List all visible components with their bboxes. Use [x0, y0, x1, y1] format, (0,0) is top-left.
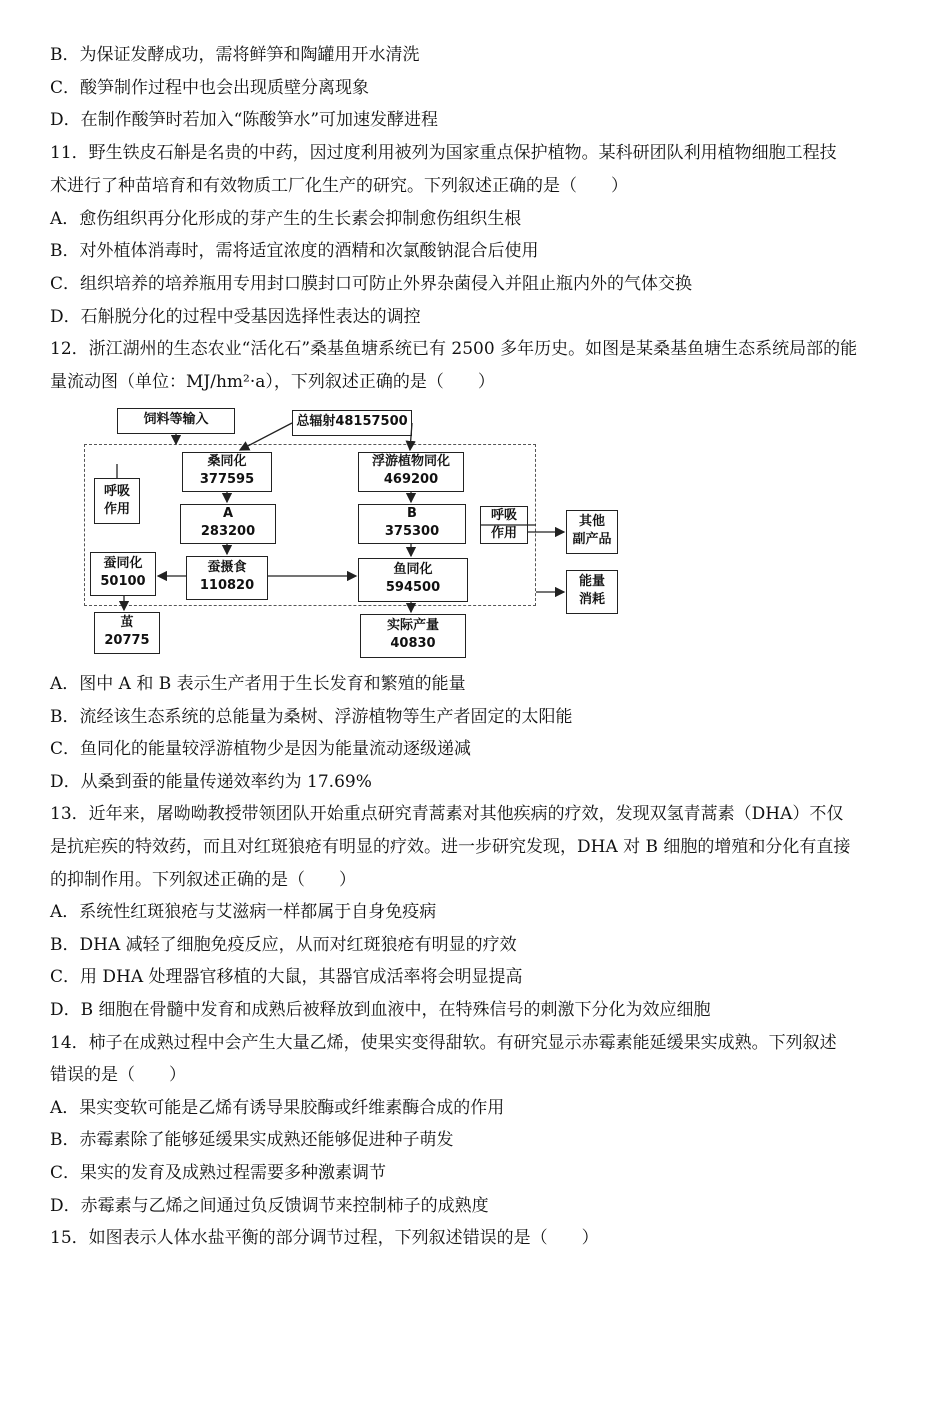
text-line: 13．近年来，屠呦呦教授带领团队开始重点研究青蒿素对其他疾病的疗效，发现双氢青蒿素（DHA）不仅 — [50, 804, 844, 825]
total-radiation-box: 总辐射48157500 — [292, 410, 412, 436]
text-line: 14．柿子在成熟过程中会产生大量乙烯，使果实变得甜软。有研究显示赤霉素能延缓果实成熟。下列叙述 — [50, 1032, 837, 1053]
text-line: A．果实变软可能是乙烯有诱导果胶酶或纤维素酶合成的作用 — [50, 1097, 505, 1118]
text-line: B．为保证发酵成功，需将鲜笋和陶罐用开水清洗 — [50, 45, 420, 65]
text-line: D．在制作酸笋时若加入“陈酸笋水”可加速发酵进程 — [50, 110, 439, 131]
text-line: D．B 细胞在骨髓中发育和成熟后被释放到血液中，在特殊信号的刺激下分化为效应细胞 — [50, 1000, 711, 1020]
text-line: C．酸笋制作过程中也会出现质壁分离现象 — [50, 77, 370, 98]
text-line: 是抗疟疾的特效药，而且对红斑狼疮有明显的疗效。进一步研究发现，DHA 对 B 细胞的增殖和分化有直接 — [50, 837, 851, 857]
silkworm-assimilation-box: 蚕同化 50100 — [90, 552, 156, 596]
text-line: 量流动图（单位：MJ/hm²·a），下列叙述正确的是（ ） — [50, 372, 495, 392]
text-line: A．愈伤组织再分化形成的芽产生的生长素会抑制愈伤组织生根 — [50, 208, 522, 229]
text-line: 12．浙江湖州的生态农业“活化石”桑基鱼塘系统已有 2500 多年历史。如图是某桑基鱼塘生态系统局部的能 — [50, 339, 858, 360]
silkworm-intake-box: 蚕摄食 110820 — [186, 556, 268, 600]
feed-input-box: 饲料等输入 — [117, 408, 235, 434]
respiration-right-box: 呼吸 作用 — [480, 506, 528, 544]
text-line: 11．野生铁皮石斛是名贵的中药，因过度利用被列为国家重点保护植物。某科研团队利用植物细胞工程技 — [50, 143, 837, 164]
b-box: B 375300 — [358, 504, 466, 544]
text-line: A．系统性红斑狼疮与艾滋病一样都属于自身免疫病 — [50, 902, 437, 923]
text-line: 的抑制作用。下列叙述正确的是（ ） — [50, 869, 356, 890]
flow-arrows — [80, 404, 640, 662]
energy-flow-diagram — [80, 404, 640, 662]
text-line: 术进行了种苗培育和有效物质工厂化生产的研究。下列叙述正确的是（ ） — [50, 175, 628, 196]
energy-consumption-box: 能量 消耗 — [566, 570, 618, 614]
cocoon-box: 茧 20775 — [94, 612, 160, 654]
text-line: 15．如图表示人体水盐平衡的部分调节过程，下列叙述错误的是（ ） — [50, 1228, 599, 1249]
text-line: B．赤霉素除了能够延缓果实成熟还能够促进种子萌发 — [50, 1130, 454, 1151]
a-box: A 283200 — [180, 504, 276, 544]
text-line: B．DHA 减轻了细胞免疫反应，从而对红斑狼疮有明显的疗效 — [50, 934, 517, 955]
fish-assimilation-box: 鱼同化 594500 — [358, 558, 468, 602]
text-line: 错误的是（ ） — [50, 1065, 186, 1086]
text-line: B．流经该生态系统的总能量为桑树、浮游植物等生产者固定的太阳能 — [50, 706, 573, 727]
respiration-left-box: 呼吸 作用 — [94, 478, 140, 524]
text-line: C．鱼同化的能量较浮游植物少是因为能量流动逐级递减 — [50, 739, 472, 760]
text-line: A．图中 A 和 B 表示生产者用于生长发育和繁殖的能量 — [50, 674, 466, 694]
text-line: D．石斛脱分化的过程中受基因选择性表达的调控 — [50, 306, 421, 327]
text-line: C．果实的发育及成熟过程需要多种激素调节 — [50, 1163, 387, 1183]
text-line: D．赤霉素与乙烯之间通过负反馈调节来控制柿子的成熟度 — [50, 1195, 489, 1216]
text-line: B．对外植体消毒时，需将适宜浓度的酒精和次氯酸钠混合后使用 — [50, 241, 539, 262]
text-line: C．用 DHA 处理器官移植的大鼠，其器官成活率将会明显提高 — [50, 967, 523, 988]
actual-yield-box: 实际产量 40830 — [360, 614, 466, 658]
mulberry-assimilation-box: 桑同化 377595 — [182, 452, 272, 492]
text-line: C．组织培养的培养瓶用专用封口膜封口可防止外界杂菌侵入并阻止瓶内外的气体交换 — [50, 273, 693, 294]
plankton-assimilation-box: 浮游植物同化 469200 — [358, 452, 464, 492]
text-line: D．从桑到蚕的能量传递效率约为 17.69% — [50, 771, 372, 792]
byproduct-box: 其他 副产品 — [566, 510, 618, 554]
